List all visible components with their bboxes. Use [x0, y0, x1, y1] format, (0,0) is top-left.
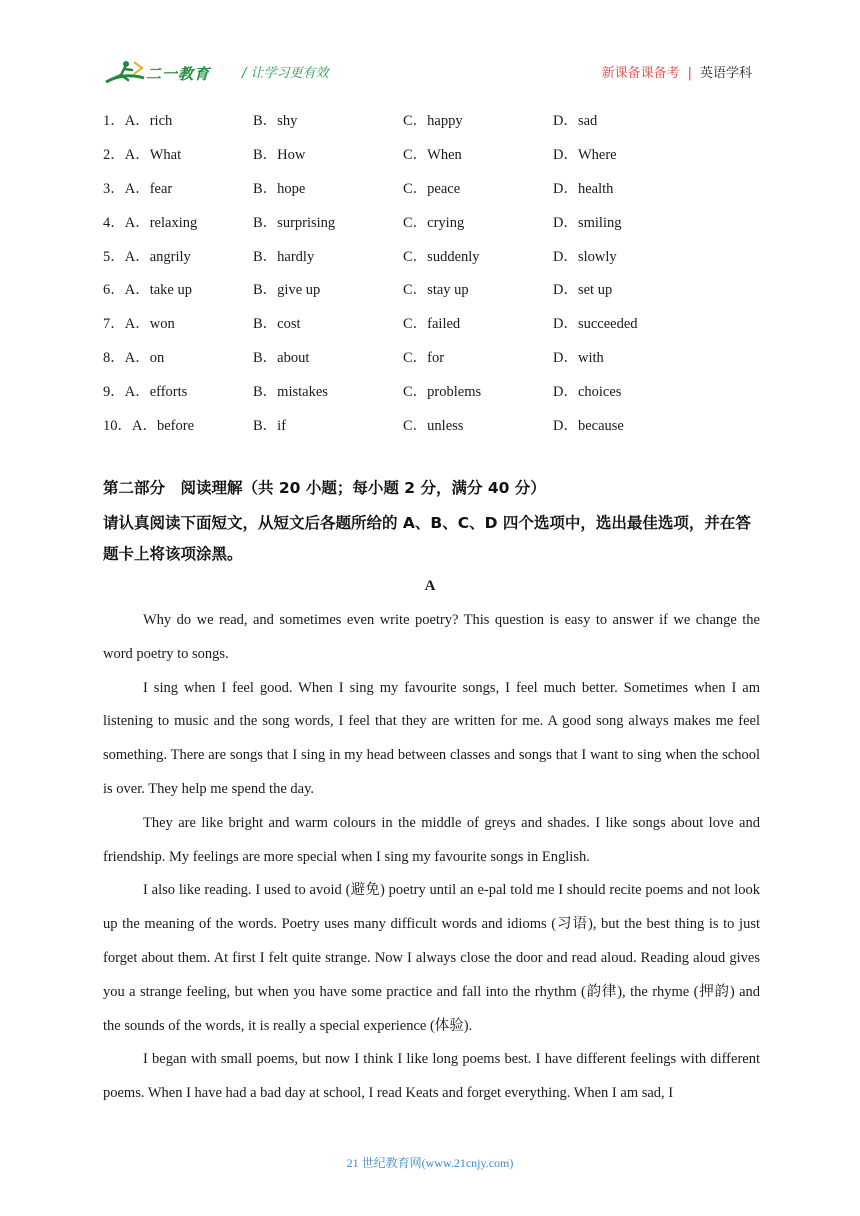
header-subject-label: 英语学科	[699, 66, 752, 81]
option-c: C．failed	[403, 316, 461, 333]
passage-paragraph: I sing when I feel good. When I sing my favourite songs, I feel much better. Sometimes when I am listening to music and the song words, I feel that they are written for me. A good song always makes me feel something. There are songs that I sing in my head between classes and songs that I want to sing when the school is over. They help me spend the day.	[103, 679, 760, 797]
option-b: B．How	[253, 147, 306, 164]
option-row	[103, 171, 783, 205]
option-b: B．about	[253, 349, 310, 366]
option-row	[103, 137, 783, 171]
option-a: 4．A．relaxing	[103, 214, 198, 231]
option-a: 2．A．What	[103, 147, 182, 164]
header-course-label: 新课备课备考	[601, 66, 680, 81]
option-d: D．choices	[553, 383, 622, 400]
option-row	[103, 103, 783, 137]
header-subject	[602, 62, 752, 81]
option-b: B．cost	[253, 316, 301, 333]
option-a: 9．A．efforts	[103, 383, 188, 400]
option-d: D．smiling	[553, 214, 622, 231]
option-a: 7．A．won	[103, 316, 175, 333]
option-c: C．suddenly	[403, 248, 480, 265]
option-d: D．with	[553, 349, 604, 366]
option-b: B．hardly	[253, 248, 315, 265]
reading-passage	[103, 604, 760, 1111]
header-separator: |	[687, 66, 692, 81]
option-c: C．peace	[403, 180, 461, 197]
section-instruction: 请认真阅读下面短文，从短文后各题所给的 A、B、C、D 四个选项中，选出最佳选项，并在答题卡上将该项涂黑。	[103, 514, 751, 563]
option-c: C．happy	[403, 113, 463, 130]
option-b: B．shy	[253, 113, 298, 130]
option-row	[103, 373, 783, 407]
option-c: C．unless	[403, 417, 464, 434]
option-b: B．mistakes	[253, 383, 328, 400]
option-a: 8．A．on	[103, 349, 165, 366]
option-a: 6．A．take up	[103, 282, 192, 299]
option-c: C．for	[403, 349, 445, 366]
passage-letter: A	[424, 578, 436, 594]
passage-paragraph: I began with small poems, but now I think I like long poems best. I have different feelings with different poems. When I have had a bad day at school, I read Keats and forget everything. When I am sad, I	[103, 1051, 760, 1102]
answer-options-list	[103, 103, 783, 441]
passage-paragraph: Why do we read, and sometimes even write poetry? This question is easy to answer if we change the word poetry to songs.	[103, 612, 760, 662]
option-a: 5．A．angrily	[103, 248, 191, 265]
option-row	[103, 340, 783, 374]
option-c: C．problems	[403, 383, 482, 400]
option-b: B．surprising	[253, 214, 336, 231]
option-row	[103, 306, 783, 340]
page-footer: 21 世纪教育网(www.21cnjy.com)	[346, 1156, 514, 1170]
option-c: C．crying	[403, 214, 465, 231]
option-c: C．stay up	[403, 282, 469, 299]
option-a: 10．A．before	[103, 417, 195, 434]
option-a: 3．A．fear	[103, 180, 173, 197]
option-b: B．hope	[253, 180, 306, 197]
page-header	[0, 0, 860, 100]
option-d: D．sad	[553, 113, 598, 130]
option-d: D．set up	[553, 282, 613, 299]
passage-paragraph: I also like reading. I used to avoid (避免) poetry until an e-pal told me I should recite poems and not look up the meaning of the words. Poetry uses many difficult words and idioms (习语), but the best thing is to just forget about them. At first I felt quite strange. Now I always close the door and read aloud. Reading aloud gives you a strange feeling, but when you have some practice and fall into the rhythm (韵律), the rhyme (押韵) and the sounds of the words, it is really a special experience (体验).	[103, 882, 760, 1034]
option-c: C．When	[403, 147, 462, 164]
section-title: 第二部分 阅读理解（共 20 小题；每小题 2 分，满分 40 分）	[103, 479, 546, 497]
passage-paragraph: They are like bright and warm colours in the middle of greys and shades. I like songs about love and friendship. My feelings are more special when I sing my favourite songs in English.	[103, 814, 760, 865]
option-d: D．slowly	[553, 248, 617, 265]
logo-text: 二一教育	[146, 65, 211, 83]
option-b: B．give up	[253, 282, 321, 299]
option-d: D．succeeded	[553, 316, 638, 333]
option-d: D．Where	[553, 147, 617, 164]
option-row	[103, 272, 783, 306]
option-row	[103, 204, 783, 238]
option-d: D．health	[553, 180, 614, 197]
option-a: 1．A．rich	[103, 113, 173, 130]
option-d: D．because	[553, 417, 624, 434]
option-row	[103, 238, 783, 272]
header-slogan: / 让学习更有效	[242, 66, 329, 81]
option-row	[103, 407, 783, 441]
option-b: B．if	[253, 417, 287, 434]
